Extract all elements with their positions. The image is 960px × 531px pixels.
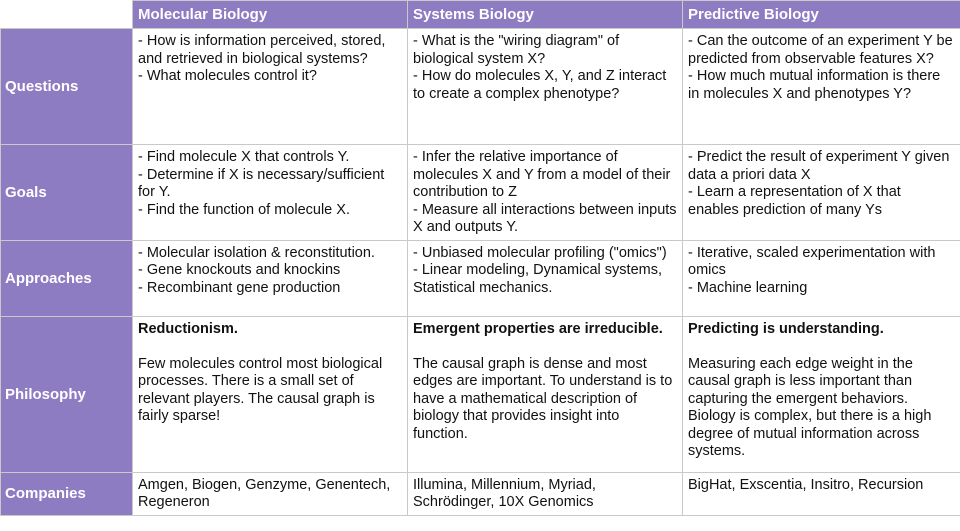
cell-line: - Infer the relative importance of molecules X and Y from a model of their contribution to Z — [413, 149, 671, 200]
cell-goals-molecular — [133, 145, 408, 241]
cell-questions-predictive — [683, 29, 960, 145]
cell-philosophy-systems — [408, 316, 683, 472]
cell-companies-systems: Illumina, Millennium, Myriad, Schrödinger, 10X Genomics — [408, 472, 683, 515]
cell-line: - Unbiased molecular profiling ("omics") — [413, 244, 667, 261]
cell-line: - How is information perceived, stored, and retrieved in biological systems? — [138, 33, 386, 67]
philosophy-body: Few molecules control most biological processes. There is a small set of relevant players. The causal graph is fairly sparse! — [138, 355, 383, 424]
cell-approaches-molecular — [133, 240, 408, 316]
philosophy-heading: Emergent properties are irreducible. — [413, 320, 663, 337]
cell-line: - Can the outcome of an experiment Y be predicted from observable features X? — [688, 33, 953, 67]
row-companies — [1, 472, 960, 515]
philosophy-body: Measuring each edge weight in the causal graph is less important than capturing the emergent behaviors. Biology is complex, but there is a high degree of mutual information across systems. — [688, 355, 932, 459]
cell-line: - What is the "wiring diagram" of biological system X? — [413, 33, 620, 67]
cell-line: - What molecules control it? — [138, 68, 317, 84]
cell-line: - Find molecule X that controls Y. — [138, 149, 350, 165]
cell-questions-systems — [408, 29, 683, 145]
cell-line: - Find the function of molecule X. — [138, 201, 350, 218]
row-philosophy — [1, 316, 960, 472]
row-goals — [1, 145, 960, 241]
row-header-companies: Companies — [1, 472, 133, 515]
spacer — [138, 338, 402, 356]
cell-line: - Learn a representation of X that enables prediction of many Ys — [688, 184, 901, 218]
row-header-questions: Questions — [1, 29, 133, 145]
cell-companies-predictive: BigHat, Exscentia, Insitro, Recursion — [683, 472, 960, 515]
row-header-goals: Goals — [1, 145, 133, 241]
column-header-molecular: Molecular Biology — [133, 1, 408, 29]
cell-philosophy-predictive — [683, 316, 960, 472]
philosophy-body: The causal graph is dense and most edges are important. To understand is to have a mathematical description of biology that provides insight into function. — [413, 355, 673, 442]
cell-line: - Recombinant gene production — [138, 279, 341, 296]
cell-approaches-systems — [408, 240, 683, 316]
cell-companies-molecular: Amgen, Biogen, Genzyme, Genentech, Regeneron — [133, 472, 408, 515]
cell-goals-predictive — [683, 145, 960, 241]
cell-line: - How do molecules X, Y, and Z interact to create a complex phenotype? — [413, 68, 667, 102]
column-header-predictive: Predictive Biology — [683, 1, 960, 29]
row-header-philosophy: Philosophy — [1, 316, 133, 472]
cell-line: - Machine learning — [688, 279, 808, 296]
row-questions — [1, 29, 960, 145]
cell-line: - Gene knockouts and knockins — [138, 262, 341, 278]
cell-line: - Iterative, scaled experimentation with omics — [688, 244, 936, 278]
cell-line: - Molecular isolation & reconstitution. — [138, 244, 375, 261]
corner-cell — [1, 1, 133, 29]
cell-approaches-predictive — [683, 240, 960, 316]
cell-line: - Measure all interactions between inputs X and outputs Y. — [413, 201, 677, 235]
column-header-systems: Systems Biology — [408, 1, 683, 29]
cell-questions-molecular — [133, 29, 408, 145]
spacer — [688, 338, 955, 356]
philosophy-heading: Reductionism. — [138, 320, 238, 337]
row-approaches — [1, 240, 960, 316]
philosophy-heading: Predicting is understanding. — [688, 320, 884, 337]
cell-line: - Determine if X is necessary/sufficient for Y. — [138, 166, 385, 200]
cell-line: - How much mutual information is there in molecules X and phenotypes Y? — [688, 68, 941, 102]
cell-line: - Predict the result of experiment Y given data a priori data X — [688, 149, 950, 183]
cell-philosophy-molecular — [133, 316, 408, 472]
spacer — [413, 338, 677, 356]
column-header-row — [1, 1, 960, 29]
cell-line: - Linear modeling, Dynamical systems, Statistical mechanics. — [413, 262, 663, 296]
row-header-approaches: Approaches — [1, 240, 133, 316]
cell-goals-systems — [408, 145, 683, 241]
